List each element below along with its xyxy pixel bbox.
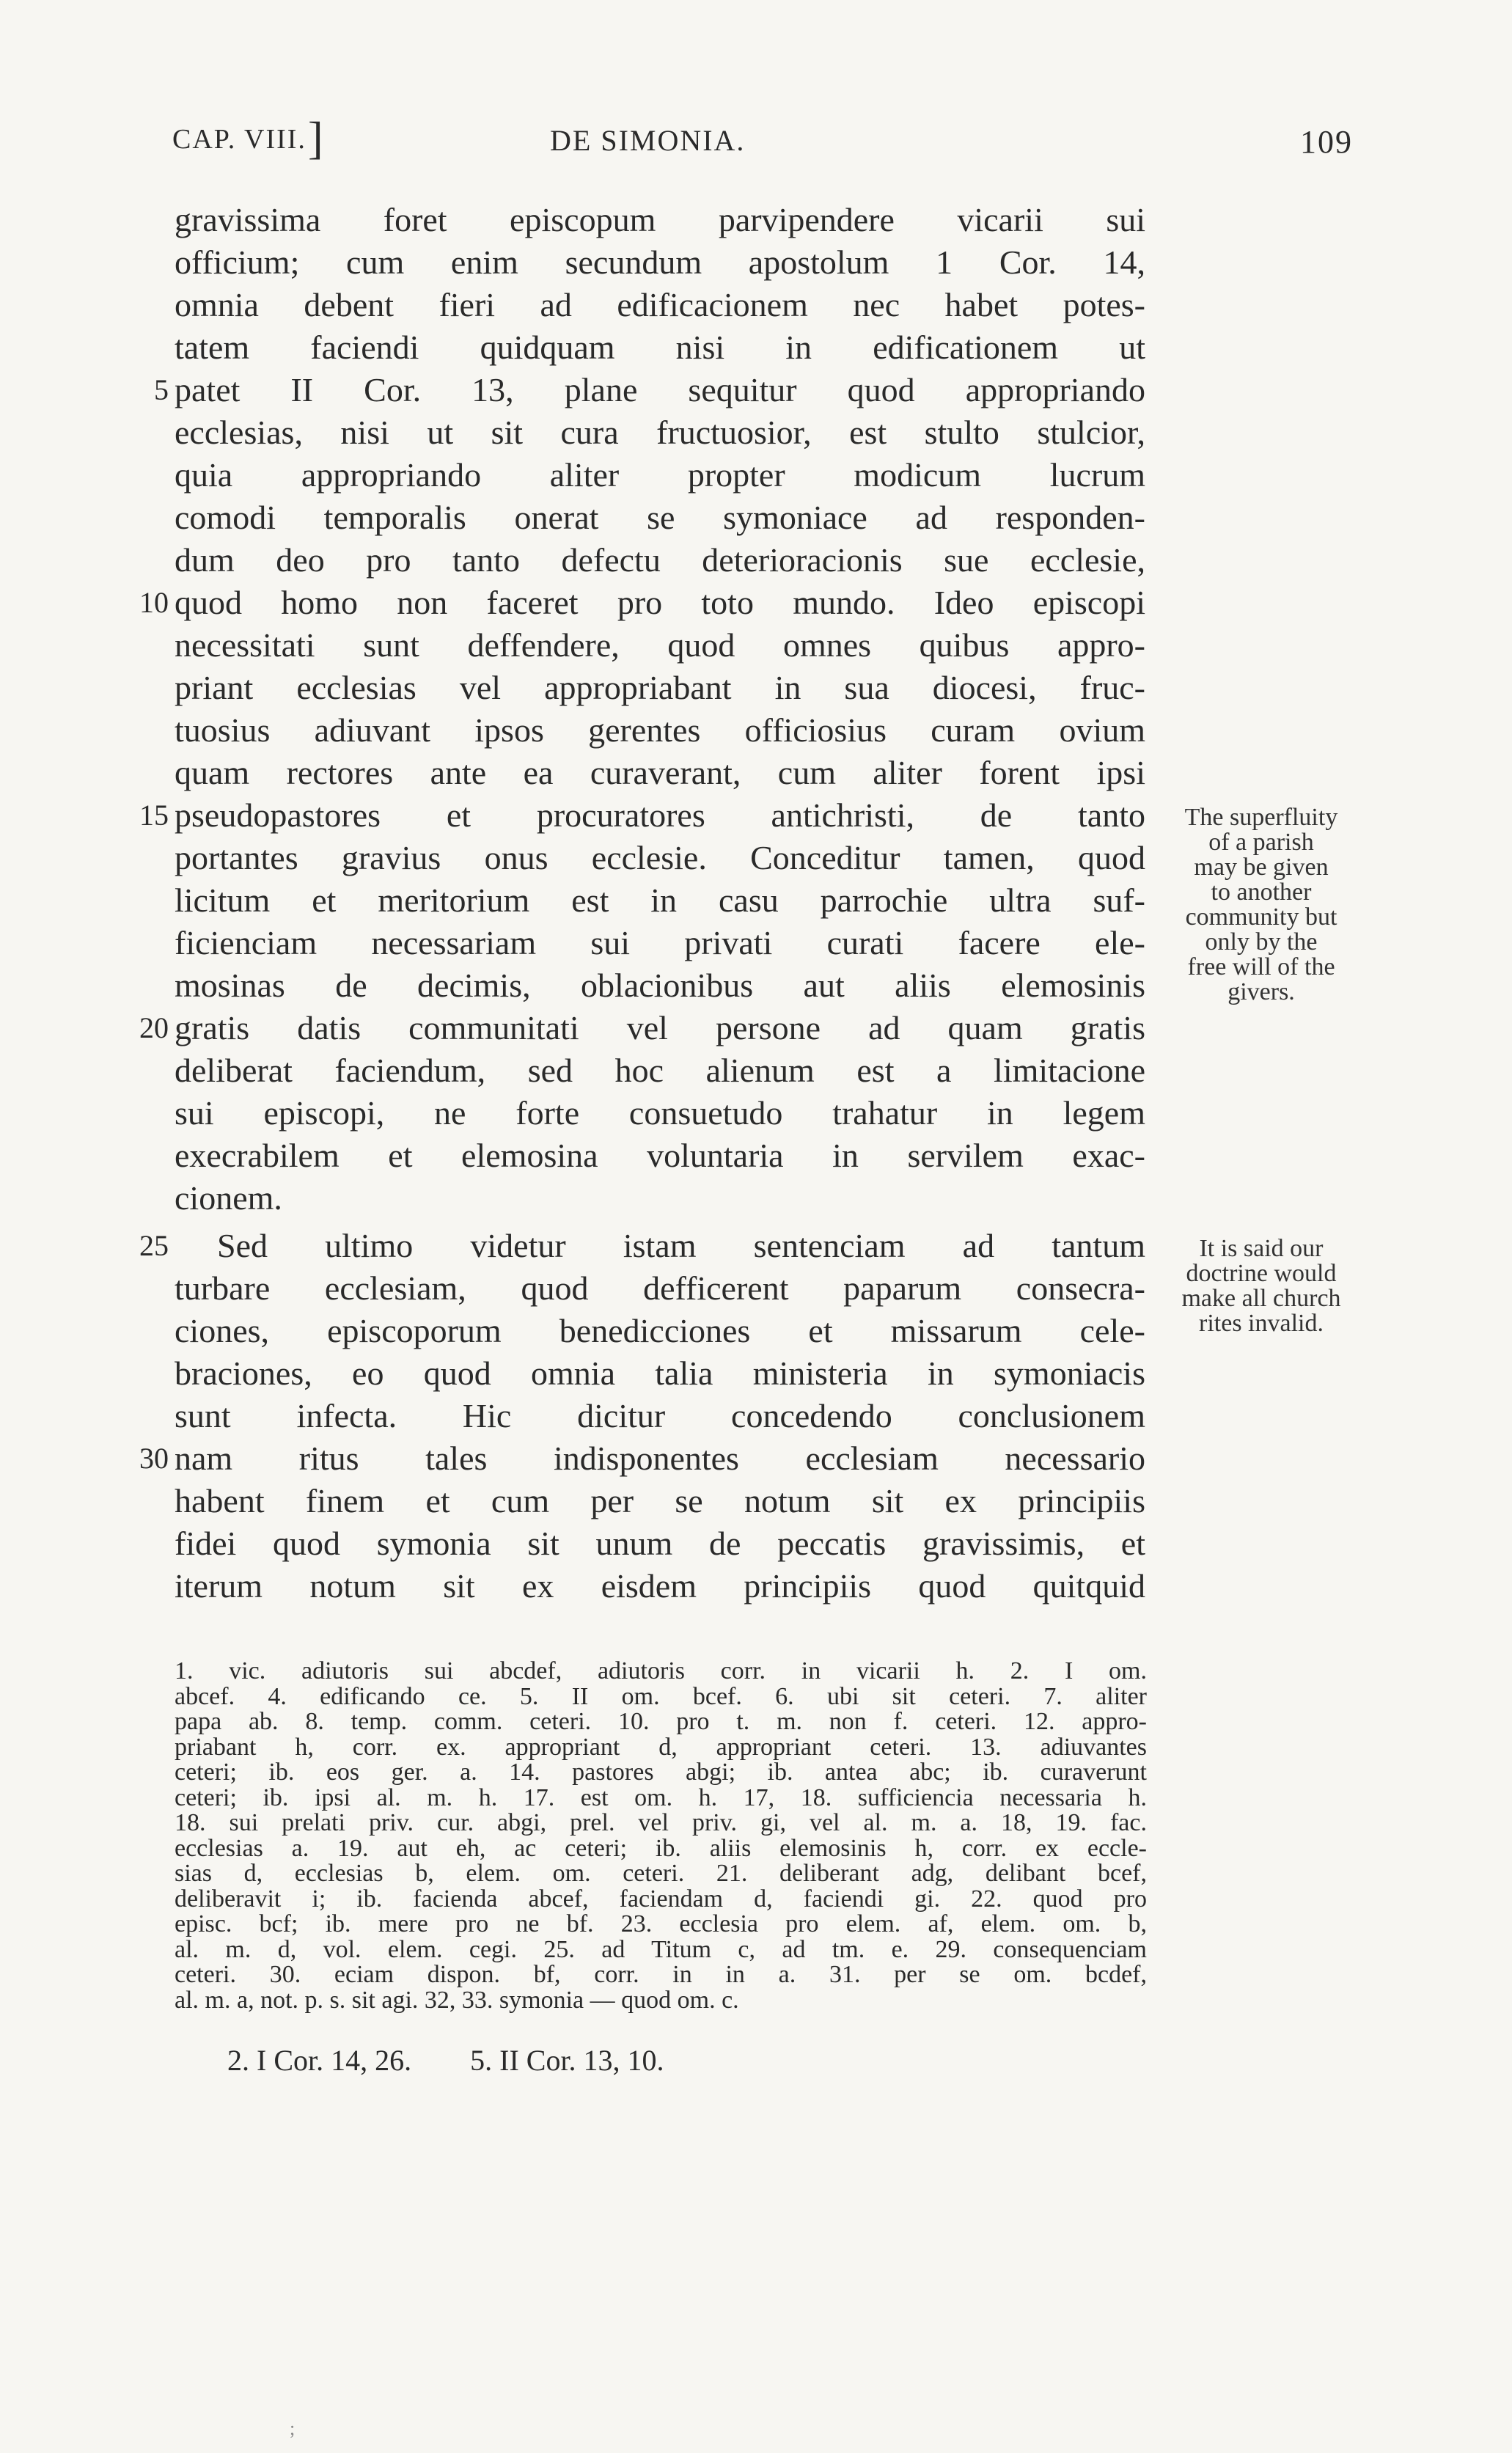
- text-line: officium; cum enim secundum apostolum 1 Cor. 14,: [175, 243, 1145, 281]
- marginal-note-line: givers.: [1227, 978, 1295, 1005]
- running-title: DE SIMONIA.: [550, 124, 746, 157]
- text-line: gravissima foret episcopum parvipendere vicarii sui: [175, 201, 1145, 238]
- text-line: tuosius adiuvant ipsos gerentes officiosius curam ovium: [175, 711, 1145, 749]
- marginal-note-line: make all church: [1181, 1285, 1341, 1312]
- apparatus-line: al. m. a, not. p. s. sit agi. 32, 33. symonia — quod om. c.: [175, 1986, 739, 2014]
- marginal-note-line: to another: [1211, 879, 1312, 906]
- marginal-note-line: only by the: [1205, 928, 1318, 956]
- marginal-note: [1151, 805, 1371, 1005]
- stray-mark: ;: [290, 2418, 296, 2439]
- text-line: quod homo non faceret pro toto mundo. Ideo episcopi: [175, 584, 1145, 621]
- text-line: ciones, episcoporum benedicciones et missarum cele-: [175, 1312, 1145, 1349]
- apparatus-line: 1. vic. adiutoris sui abcdef, adiutoris corr. in vicarii h. 2. I om.: [175, 1657, 1147, 1684]
- apparatus-line: episc. bcf; ib. mere pro ne bf. 23. ecclesia pro elem. af, elem. om. b,: [175, 1910, 1147, 1937]
- line-number: 15: [139, 799, 169, 832]
- text-line: fidei quod symonia sit unum de peccatis gravissimis, et: [175, 1525, 1145, 1562]
- line-number: 10: [139, 586, 169, 619]
- text-line: portantes gravius onus ecclesie. Conceditur tamen, quod: [175, 839, 1145, 876]
- text-line: mosinas de decimis, oblacionibus aut aliis elemosinis: [175, 967, 1145, 1004]
- scripture-references: [227, 2040, 887, 2081]
- line-number: 25: [139, 1229, 169, 1262]
- marginal-note-line: community but: [1185, 903, 1337, 931]
- text-line: licitum et meritorium est in casu parrochie ultra suf-: [175, 881, 1145, 919]
- text-line: comodi temporalis onerat se symoniace ad responden-: [175, 499, 1145, 536]
- text-line: braciones, eo quod omnia talia ministeria in symoniacis: [175, 1354, 1145, 1392]
- page-number: 109: [1300, 124, 1353, 160]
- line-number: 20: [139, 1011, 169, 1044]
- apparatus-line: deliberavit i; ib. facienda abcef, faciendam d, faciendi gi. 22. quod pro: [175, 1885, 1147, 1913]
- text-line: quam rectores ante ea curaverant, cum aliter forent ipsi: [175, 754, 1145, 791]
- text-line: turbare ecclesiam, quod defficerent paparum consecra-: [175, 1269, 1145, 1307]
- text-line: patet II Cor. 13, plane sequitur quod appropriando: [175, 371, 1145, 408]
- running-header: [172, 116, 1353, 167]
- text-line: ficienciam necessariam sui privati curati facere ele-: [175, 924, 1145, 961]
- line-number: 5: [154, 373, 169, 406]
- scripture-reference: 5. II Cor. 13, 10.: [470, 2044, 664, 2077]
- chapter-label: CAP. VIII.: [172, 124, 307, 155]
- header-bracket: ]: [308, 114, 325, 164]
- apparatus-line: abcef. 4. edificando ce. 5. II om. bcef. 6. ubi sit ceteri. 7. aliter: [175, 1682, 1147, 1710]
- text-line: tatem faciendi quidquam nisi in edificationem ut: [175, 329, 1145, 366]
- text-line: sunt infecta. Hic dicitur concedendo conclusionem: [175, 1397, 1145, 1434]
- text-line: priant ecclesias vel appropriabant in sua diocesi, fruc-: [175, 669, 1145, 706]
- marginal-note-line: rites invalid.: [1199, 1310, 1324, 1337]
- text-line: sui episcopi, ne forte consuetudo trahatur in legem: [175, 1094, 1145, 1132]
- text-line: Sed ultimo videtur istam sentenciam ad tantum: [217, 1227, 1145, 1264]
- apparatus-line: al. m. d, vol. elem. cegi. 25. ad Titum c, ad tm. e. 29. consequenciam: [175, 1935, 1147, 1963]
- apparatus-line: ceteri; ib. ipsi al. m. h. 17. est om. h. 17, 18. sufficiencia necessaria h.: [175, 1783, 1147, 1811]
- text-line: iterum notum sit ex eisdem principiis quod quitquid: [175, 1567, 1145, 1605]
- apparatus-line: ceteri; ib. eos ger. a. 14. pastores abgi; ib. antea abc; ib. curaverunt: [175, 1759, 1147, 1786]
- text-line: habent finem et cum per se notum sit ex principiis: [175, 1482, 1145, 1519]
- text-line: deliberat faciendum, sed hoc alienum est a limitacione: [175, 1052, 1145, 1089]
- scripture-reference: 2. I Cor. 14, 26.: [227, 2044, 412, 2077]
- text-line: omnia debent fieri ad edificacionem nec habet potes-: [175, 286, 1145, 323]
- apparatus-line: papa ab. 8. temp. comm. ceteri. 10. pro t. m. non f. ceteri. 12. appro-: [175, 1708, 1147, 1735]
- marginal-note-line: doctrine would: [1186, 1260, 1337, 1287]
- apparatus-line: priabant h, corr. ex. appropriant d, appropriant ceteri. 13. adiuvantes: [175, 1733, 1147, 1761]
- critical-apparatus: [175, 1659, 1147, 2013]
- marginal-note-line: The superfluity: [1184, 804, 1338, 831]
- line-number: 30: [139, 1442, 169, 1475]
- marginal-note-line: may be given: [1194, 854, 1329, 881]
- text-line: quia appropriando aliter propter modicum lucrum: [175, 456, 1145, 494]
- apparatus-line: 18. sui prelati priv. cur. abgi, prel. vel priv. gi, vel al. m. a. 18, 19. fac.: [175, 1809, 1147, 1836]
- text-line: nam ritus tales indisponentes ecclesiam necessario: [175, 1440, 1145, 1477]
- text-line: necessitati sunt deffendere, quod omnes quibus appro-: [175, 626, 1145, 664]
- marginal-note-line: of a parish: [1208, 829, 1314, 856]
- marginal-note-line: It is said our: [1199, 1235, 1324, 1262]
- text-line: cionem.: [175, 1179, 282, 1217]
- text-line: ecclesias, nisi ut sit cura fructuosior, est stulto stulcior,: [175, 414, 1145, 451]
- marginal-note-line: free will of the: [1187, 953, 1335, 980]
- text-line: dum deo pro tanto defectu deterioracionis sue ecclesie,: [175, 541, 1145, 579]
- apparatus-line: sias d, ecclesias b, elem. om. ceteri. 21. deliberant adg, delibant bcef,: [175, 1860, 1147, 1887]
- marginal-note: [1151, 1236, 1371, 1336]
- text-line: gratis datis communitati vel persone ad quam gratis: [175, 1009, 1145, 1046]
- text-line: execrabilem et elemosina voluntaria in servilem exac-: [175, 1137, 1145, 1174]
- apparatus-line: ecclesias a. 19. aut eh, ac ceteri; ib. aliis elemosinis h, corr. ex eccle-: [175, 1834, 1147, 1862]
- text-line: pseudopastores et procuratores antichristi, de tanto: [175, 796, 1145, 834]
- apparatus-line: ceteri. 30. eciam dispon. bf, corr. in in a. 31. per se om. bcdef,: [175, 1961, 1147, 1988]
